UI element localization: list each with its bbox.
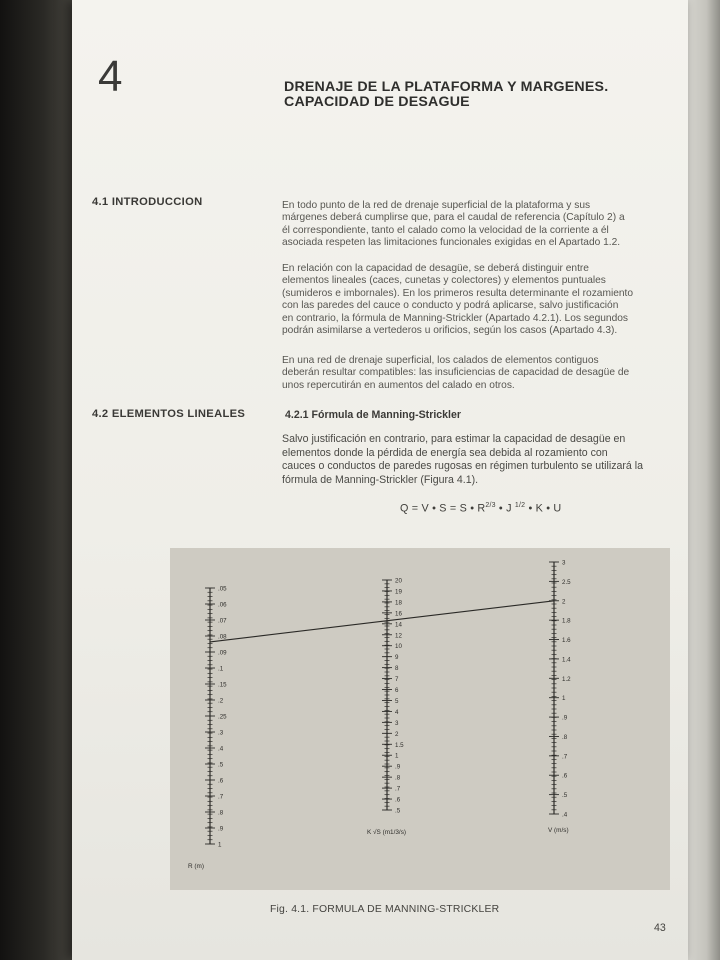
tick-label: 5 bbox=[395, 697, 399, 705]
tick-label: 18 bbox=[395, 599, 402, 607]
tick-label: 16 bbox=[395, 610, 402, 618]
tick-label: .6 bbox=[395, 796, 401, 804]
binding-shadow bbox=[0, 0, 72, 960]
text-line: con las paredes del cauce o conducto y podrá aplicarse, salvo justificación bbox=[282, 300, 619, 312]
text-line: en contrario, la fórmula de Manning-Strickler (Apartado 4.2.1). Los segundos bbox=[282, 312, 628, 324]
tick-label: .6 bbox=[562, 772, 568, 780]
text-line: deberán resultar compatibles: las insuficiencias de capacidad de desagüe de bbox=[282, 367, 630, 379]
formula-part: • K • U bbox=[525, 502, 562, 515]
text-line: En todo punto de la red de drenaje superficial de la plataforma y sus bbox=[282, 200, 591, 211]
tick-label: 9 bbox=[395, 654, 399, 662]
tick-label: .15 bbox=[218, 681, 227, 689]
document-page bbox=[72, 0, 688, 960]
tick-label: 3 bbox=[395, 719, 399, 727]
tick-label: 2.5 bbox=[562, 578, 571, 586]
tick-label: .4 bbox=[562, 811, 568, 819]
text-line: elementos lineales (caces, cunetas y colectores) y elementos puntuales bbox=[282, 275, 606, 287]
nomogram-svg bbox=[170, 548, 670, 890]
tick-label: .8 bbox=[218, 809, 224, 817]
figure-caption: Fig. 4.1. FORMULA DE MANNING-STRICKLER bbox=[270, 904, 500, 915]
manning-formula bbox=[400, 502, 561, 515]
scale-label-k: K √S (m1/3/s) bbox=[367, 829, 407, 836]
text-line: márgenes deberá cumplirse que, para el caudal de referencia (Capítulo 2) a bbox=[282, 212, 625, 224]
tick-label: .5 bbox=[562, 792, 568, 800]
tick-label: .9 bbox=[395, 763, 401, 771]
tick-label: .7 bbox=[562, 753, 568, 761]
paragraph bbox=[282, 355, 672, 392]
tick-label: .5 bbox=[218, 761, 224, 769]
paragraph bbox=[282, 200, 672, 250]
text-line: En relación con la capacidad de desagüe, se deberá distinguir entre bbox=[282, 263, 589, 274]
formula-exponent: 2/3 bbox=[485, 502, 496, 509]
tick-label: 1.5 bbox=[395, 741, 404, 749]
chapter-number: 4 bbox=[98, 52, 123, 101]
tick-label: .9 bbox=[218, 825, 224, 833]
text-line: él correspondiente, tanto el calado como la velocidad de la corriente a él bbox=[282, 224, 609, 236]
tick-label: 8 bbox=[395, 665, 399, 673]
tick-label: .8 bbox=[562, 733, 568, 741]
tick-label: 4 bbox=[395, 708, 399, 716]
tick-label: .7 bbox=[218, 793, 224, 801]
tick-label: 7 bbox=[395, 676, 399, 684]
text-line: En una red de drenaje superficial, los calados de elementos contiguos bbox=[282, 355, 599, 366]
text-line: elementos donde la pérdida de energía sea debida al rozamiento con bbox=[282, 446, 608, 459]
tick-label: 14 bbox=[395, 621, 402, 629]
subsection-heading: 4.2.1 Fórmula de Manning-Strickler bbox=[285, 409, 462, 421]
tick-label: 2 bbox=[395, 730, 399, 738]
text-line: asociada respeten las limitaciones funcionales exigidas en el Apartado 1.2. bbox=[282, 237, 621, 249]
alignment-line bbox=[210, 601, 554, 642]
tick-label: .4 bbox=[218, 745, 224, 753]
tick-label: .25 bbox=[218, 713, 227, 721]
next-page-edge bbox=[686, 0, 720, 960]
text-line: cauces o conductos de paredes rugosas en régimen turbulento se utilizará la bbox=[282, 460, 643, 473]
tick-label: .2 bbox=[218, 697, 224, 705]
text-line: unos repercutirán en aumentos del calado en otros. bbox=[282, 379, 515, 391]
tick-label: .07 bbox=[218, 617, 227, 625]
formula-exponent: 1/2 bbox=[514, 502, 526, 509]
paragraph bbox=[282, 263, 672, 337]
page-number: 43 bbox=[654, 922, 666, 934]
tick-label: .08 bbox=[218, 633, 227, 641]
paragraph bbox=[282, 433, 678, 487]
tick-label: 12 bbox=[395, 632, 402, 640]
tick-label: 1 bbox=[562, 695, 566, 703]
chapter-title bbox=[284, 80, 608, 110]
chapter-title-line: CAPACIDAD DE DESAGUE bbox=[284, 94, 470, 110]
section-heading-4-1: 4.1 INTRODUCCION bbox=[92, 196, 203, 208]
tick-label: 1.4 bbox=[562, 656, 571, 664]
tick-label: .6 bbox=[218, 777, 224, 785]
tick-label: .06 bbox=[218, 601, 227, 609]
tick-label: 3 bbox=[562, 559, 566, 567]
tick-label: .5 bbox=[395, 807, 401, 815]
tick-label: .9 bbox=[562, 714, 568, 722]
formula-part: Q = V • S = S • R bbox=[400, 502, 486, 515]
text-line: fórmula de Manning-Strickler (Figura 4.1). bbox=[282, 473, 479, 486]
tick-label: 20 bbox=[395, 577, 402, 585]
tick-label: 19 bbox=[395, 588, 402, 596]
tick-label: .7 bbox=[395, 785, 401, 793]
tick-label: .05 bbox=[218, 585, 227, 593]
chapter-title-line: DRENAJE DE LA PLATAFORMA Y MARGENES. bbox=[284, 79, 609, 95]
nomogram-figure bbox=[170, 548, 670, 890]
tick-label: .8 bbox=[395, 774, 401, 782]
tick-label: 6 bbox=[395, 687, 399, 695]
tick-label: 2 bbox=[562, 598, 566, 606]
text-line: Salvo justificación en contrario, para estimar la capacidad de desagüe en bbox=[282, 433, 626, 445]
tick-label: 1.8 bbox=[562, 617, 571, 625]
section-heading-4-2: 4.2 ELEMENTOS LINEALES bbox=[92, 408, 246, 420]
tick-label: 10 bbox=[395, 643, 402, 651]
tick-label: .3 bbox=[218, 729, 224, 737]
tick-label: 1 bbox=[395, 752, 399, 760]
tick-label: 1.6 bbox=[562, 637, 571, 645]
text-line: (sumideros e imbornales). En los primeros resulta determinante el rozamiento bbox=[282, 287, 634, 299]
tick-label: .09 bbox=[218, 649, 227, 657]
scale-label-r: R (m) bbox=[188, 863, 204, 870]
formula-part: • J bbox=[495, 502, 515, 515]
tick-label: .1 bbox=[218, 665, 224, 673]
tick-label: 1.2 bbox=[562, 675, 571, 683]
scale-label-v: V (m/s) bbox=[548, 827, 569, 834]
tick-label: 1 bbox=[218, 841, 222, 849]
text-line: podrán asimilarse a vertederos u orificios, según los casos (Apartado 4.3). bbox=[282, 325, 618, 337]
